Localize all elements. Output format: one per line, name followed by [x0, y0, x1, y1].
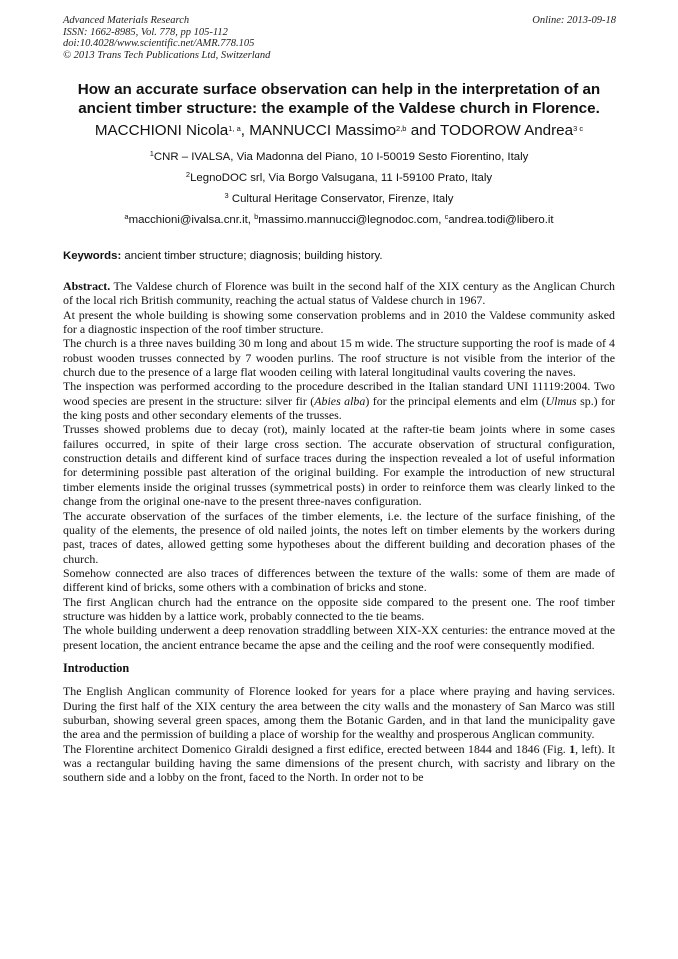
email-1-sup: a — [124, 212, 129, 221]
author-2: MANNUCCI Massimo — [249, 122, 397, 139]
abstract-paragraph — [63, 379, 615, 422]
author-emails — [60, 213, 618, 227]
email-2: massimo.mannucci@legnodoc.com, — [258, 214, 445, 226]
copyright-line: © 2013 Trans Tech Publications Ltd, Switzerland — [63, 49, 271, 61]
author-1-sup: 1, a — [228, 124, 241, 133]
affiliation-2-sup: 2 — [185, 170, 191, 179]
affiliation-3-sup: 3 — [224, 191, 229, 200]
intro-paragraph: The English Anglican community of Florence looked for years for a place where praying and having services. During the first half of the XIX century the area between the city walls and the monastery of San Marco was still suburban, showing several green spaces, among them the Botanic Garden, and in that land the municipality gave the area and the permission of building a place of worship for the wealthy and prosperous Anglican community. — [63, 684, 615, 742]
abstract-paragraph: The church is a three naves building 30 m long and about 15 m wide. The structure supporting the roof is made of 4 robust wooden trusses connected by 7 wooden purlins. The roof structure is not visible from the interior of the church due to the presence of a large flat wooden ceiling with lateral longitudinal vaults covering the naves. — [63, 336, 615, 380]
intro-text-2a: The Florentine architect Domenico Giraldi designed a first edifice, erected between 1844 and 1846 (Fig. — [63, 741, 570, 756]
paper-body — [63, 279, 615, 785]
author-1: MACCHIONI Nicola — [94, 122, 229, 139]
abstract-paragraph — [63, 279, 615, 308]
journal-header — [63, 15, 483, 61]
abstract-paragraph: The first Anglican church had the entrance on the opposite side compared to the present one. The roof timber structure was hidden by a lattice work, probably connected to the tie beams. — [63, 594, 615, 623]
issn-line: ISSN: 1662-8985, Vol. 778, pp 105-112 — [63, 26, 228, 38]
affiliation-3 — [60, 192, 618, 206]
affiliation-1-sup: 1 — [149, 149, 154, 158]
author-2-sup: 2,b — [396, 124, 407, 133]
paper-title: How an accurate surface observation can help in the interpretation of an ancient timber structure: the example of the Valdese church in Florence. — [77, 81, 601, 117]
doi-line: doi:10.4028/www.scientific.net/AMR.778.105 — [63, 38, 255, 49]
email-3: andrea.todi@libero.it — [448, 214, 554, 226]
online-date: Online: 2013-09-18 — [532, 15, 616, 26]
abstract-text-4a: The inspection was performed according to the procedure described in the Italian standard UNI 11119:2004. Two wood species are present in the structure: silver fir ( — [63, 379, 615, 408]
intro-text-2c: , left). It was a rectangular building having the same dimensions of the present church, with sacristy and library on the southern side and a lobby on the front, faced to the North. In order not to be — [63, 741, 615, 785]
affiliation-1 — [60, 150, 618, 164]
abstract-text-4c: ) for the principal elements and elm ( — [365, 393, 546, 408]
intro-paragraph — [63, 742, 615, 785]
abstract-paragraph: The accurate observation of the surfaces of the timber elements, i.e. the lecture of the surface finishing, of the quality of the elements, the presence of old nailed joints, the notes left on timber elements by the workers during past, traces of dates, allowed getting some hypotheses about the different building and decoration phases of the church. — [63, 508, 615, 566]
abstract-paragraph: The whole building underwent a deep renovation straddling between XIX-XX centuries: the entrance moved at the present location, the ancient entrance became the apse and the ceiling and the roof were consequently modified. — [63, 623, 615, 652]
keywords — [63, 249, 615, 263]
abstract-paragraph: Trusses showed problems due to decay (rot), mainly located at the rafter-tie beam joints where in some cases failures occurred, in spite of their large cross section. The accurate observation of structural configuration, construction details and different kind of surface traces during the inspection revealed a lot of useful information for determining possible past alteration of the original building. For example the introduction of new structural timber elements inside the original trusses (symmetrical posts) in order to reinforce them was clearly linked to the change from the original one-nave to the present three-naves configuration. — [63, 422, 615, 509]
author-3-sup: 3 c — [573, 124, 584, 133]
email-3-sup: c — [444, 212, 449, 221]
keywords-text: ancient timber structure; diagnosis; building history. — [121, 250, 383, 262]
affiliation-3-text: Cultural Heritage Conservator, Firenze, Italy — [228, 193, 454, 205]
email-2-sup: b — [254, 212, 259, 221]
affiliation-2-text: LegnoDOC srl, Via Borgo Valsugana, 11 I-59100 Prato, Italy — [190, 172, 493, 184]
author-list: MACCHIONI Nicola$^{1, a}$, MANNUCCI Massimo$^{2,b}$ and TODOROW Andrea$^{3 c}$ — [94, 122, 584, 139]
journal-name: Advanced Materials Research — [63, 15, 190, 26]
introduction-heading: Introduction — [63, 660, 130, 675]
keywords-label: Keywords: — [63, 250, 122, 262]
email-1: macchioni@ivalsa.cnr.it, — [128, 214, 255, 226]
abstract-paragraph: At present the whole building is showing some conservation problems and in 2010 the Valdese community asked for a diagnostic inspection of the roof timber structure. — [63, 307, 615, 337]
affiliation-2 — [60, 171, 618, 185]
author-and: and — [410, 122, 437, 139]
abstract-text-4e: sp.) for the king posts and other secondary elements of the trusses. — [63, 393, 615, 423]
abstract-paragraph: Somehow connected are also traces of differences between the texture of the walls: some of them are made of different kind of bricks, some others with a combination of bricks and stone. — [63, 565, 615, 595]
abstract-text-1: The Valdese church of Florence was built in the second half of the XIX century as the Anglican Church of the local rich British community, reaching the actual status of Valdese church in 1967. — [63, 279, 615, 308]
species-abies: Abies alba — [314, 393, 366, 408]
abstract-label: Abstract. — [63, 279, 111, 293]
author-3: TODOROW Andrea — [440, 122, 574, 139]
figure-ref[interactable]: 1 — [569, 741, 576, 756]
affiliation-1-text: CNR – IVALSA, Via Madonna del Piano, 10 I-50019 Sesto Fiorentino, Italy — [153, 151, 529, 163]
species-ulmus: Ulmus — [545, 393, 577, 408]
